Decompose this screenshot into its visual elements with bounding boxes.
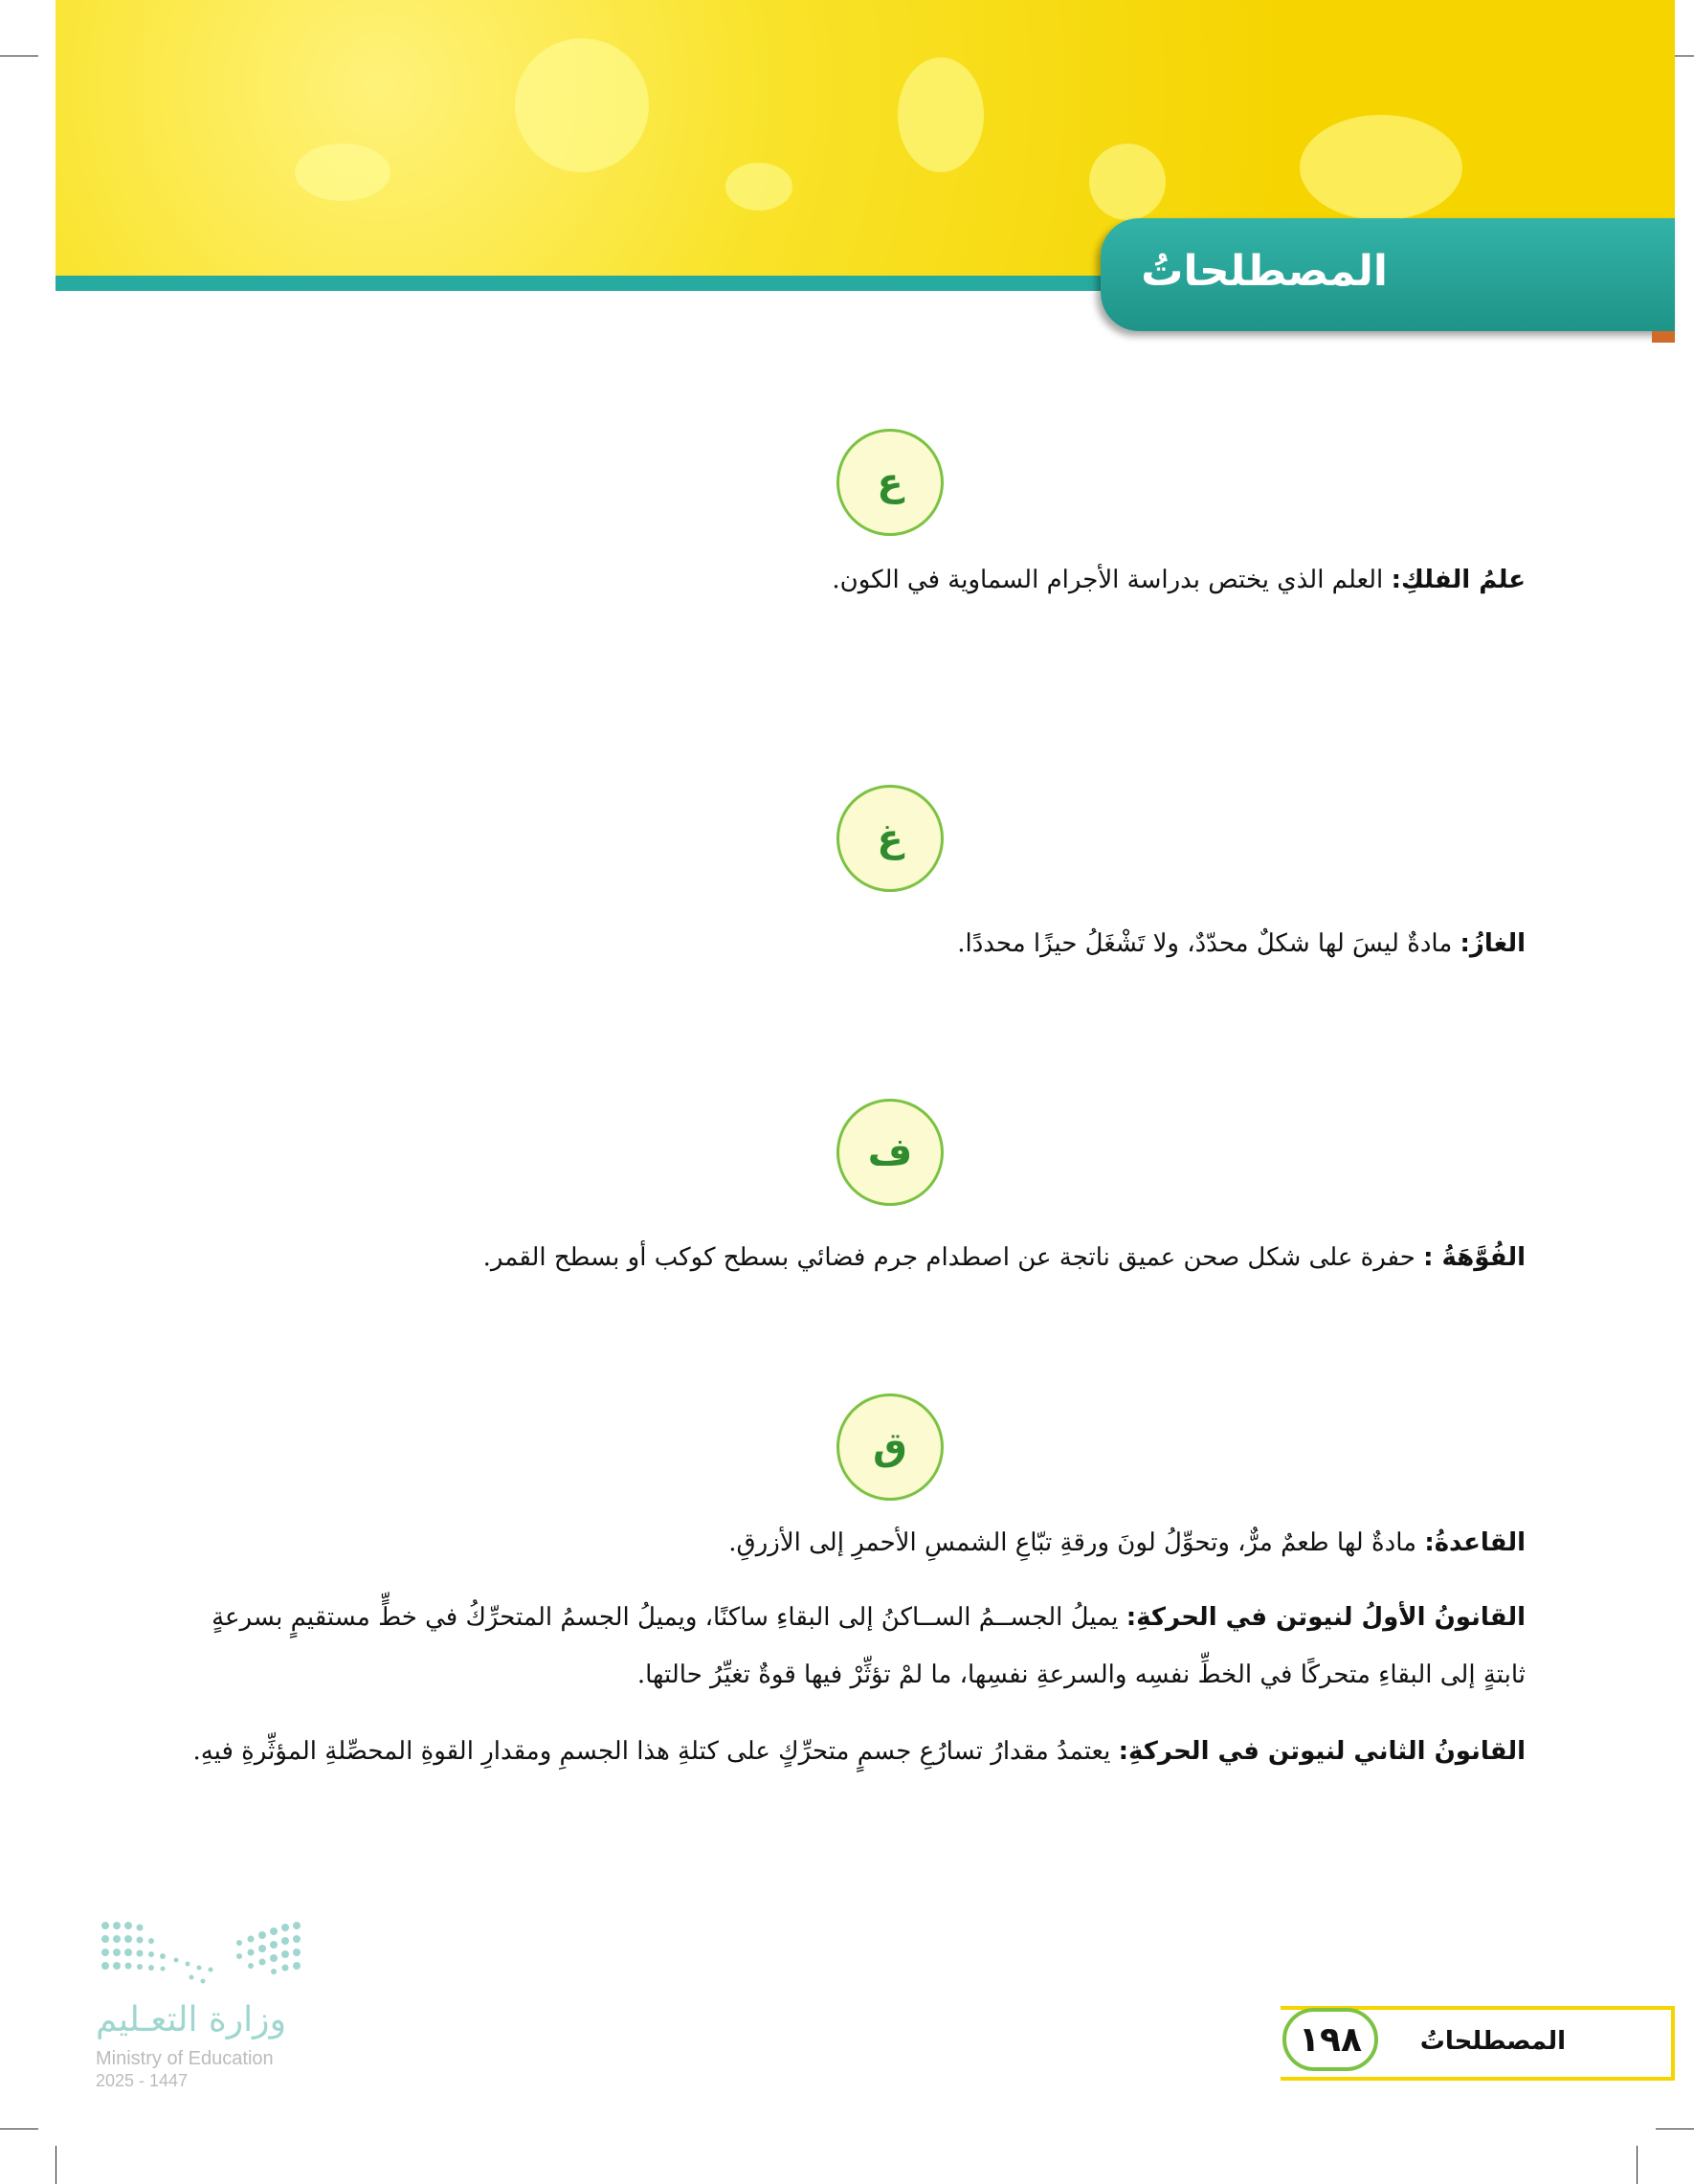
crop-mark (0, 2128, 38, 2129)
ministry-logo (96, 1914, 316, 2090)
page-number (1282, 2008, 1378, 2071)
entry-definition: حفرة على شكل صحن عميق ناتجة عن اصطدام جرم فضائي بسطح كوكب أو بسطح القمر. (482, 1243, 1424, 1272)
section-letter-fa: ف (836, 1099, 944, 1206)
glossary-entry (167, 1520, 1526, 1566)
entry-definition: مادةٌ ليسَ لها شكلٌ محدّدٌ، ولا تَشْغَلُ حيزًا محددًا. (957, 929, 1460, 958)
tab-accent (1652, 331, 1675, 343)
ministry-name-english: Ministry of Education (96, 2048, 274, 2069)
entry-definition: العلم الذي يختص بدراسة الأجرام السماوية في الكون. (832, 566, 1392, 594)
header-stripe (56, 276, 1118, 291)
crop-mark (1656, 2128, 1694, 2129)
page-number-text: ١٩٨ (1299, 2019, 1362, 2060)
entry-definition: مادةٌ لها طعمٌ مرٌّ، وتحوِّلُ لونَ ورقةِ تبّاعِ الشمسِ الأحمرِ إلى الأزرقِ. (728, 1528, 1425, 1557)
ministry-year: 2025 - 1447 (96, 2071, 189, 2090)
entry-definition: يعتمدُ مقدارُ تسارُعِ جسمٍ متحرِّكٍ على كتلةِ هذا الجسمِ ومقدارِ القوةِ المحصِّلةِ المؤثِّرةِ فيهِ. (192, 1737, 1119, 1766)
glossary-entry (167, 1589, 1526, 1704)
crop-mark (1637, 2146, 1638, 2184)
section-letter-qaf: ق (836, 1393, 944, 1501)
entry-definition: يميلُ الجســمُ الســاكنُ إلى البقاءِ ساكنًا، ويميلُ الجسمُ المتحرِّكُ في خطٍّ مستقيمٍ بسرعةٍ ثابتةٍ إلى البقاءِ متحركًا في الخطِّ نفسِه والسرعةِ نفسِها، ما لمْ تؤثِّرْ فيها قوةٌ تغيِّرُ حالتها. (212, 1603, 1526, 1689)
entry-term: القانونُ الأولُ لنيوتن في الحركةِ: (1126, 1603, 1526, 1632)
section-letter-ghain: غ (836, 785, 944, 892)
glossary-entry (167, 1723, 1526, 1780)
section-letter-ain: ع (836, 429, 944, 536)
page-title-tab (1101, 218, 1675, 331)
ministry-name-arabic: وزارة التعـليم (96, 2000, 286, 2039)
entry-term: علمُ الفلكِ: (1391, 566, 1526, 594)
glossary-entry (167, 1235, 1526, 1281)
logo-dots-icon (96, 1914, 306, 1991)
page-title: المصطلحاتُ (1141, 247, 1388, 296)
footer-label: المصطلحاتُ (1419, 2027, 1566, 2056)
entry-term: الغازُ: (1460, 929, 1526, 958)
glossary-entry (167, 557, 1526, 603)
glossary-entry (167, 921, 1526, 967)
entry-term: القانونُ الثاني لنيوتن في الحركةِ: (1118, 1737, 1526, 1766)
entry-term: القاعدةُ: (1424, 1528, 1526, 1557)
entry-term: الفُوَّهَةُ : (1423, 1243, 1526, 1272)
